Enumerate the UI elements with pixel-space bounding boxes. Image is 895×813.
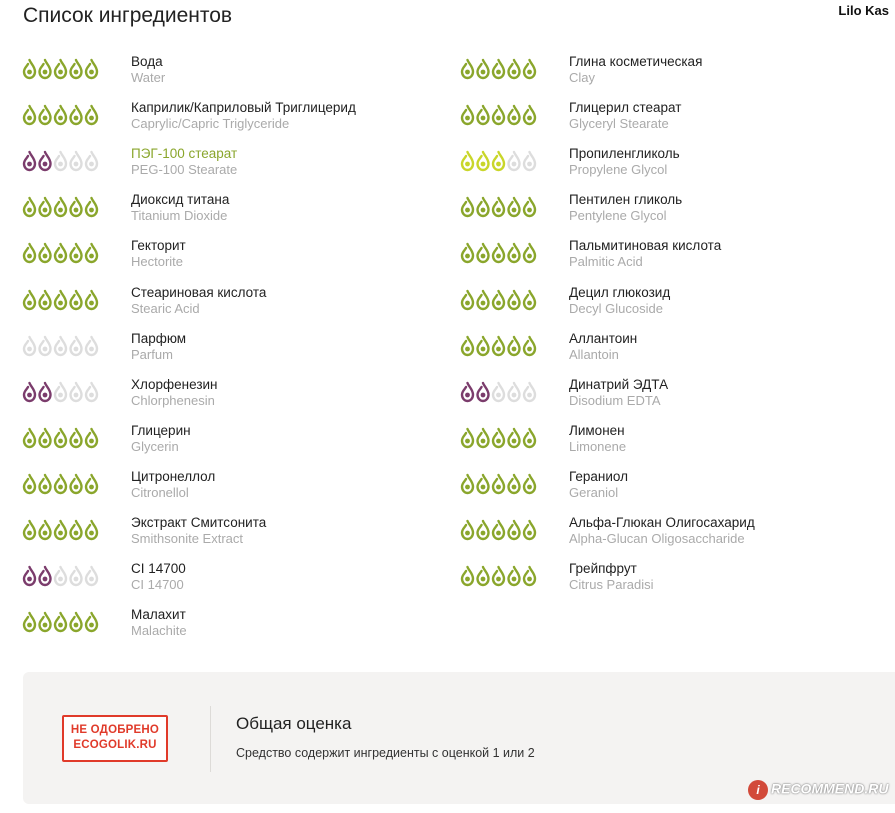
ingredient-name[interactable]: Малахит <box>131 607 186 622</box>
drop-filled-icon <box>24 198 35 216</box>
drop-filled-icon <box>493 475 504 493</box>
drop-filled-icon <box>55 521 66 539</box>
drop-filled-icon <box>40 60 51 78</box>
drop-filled-icon <box>509 337 520 355</box>
ingredient-name[interactable]: Децил глюкозид <box>569 285 671 300</box>
drop-filled-icon <box>55 198 66 216</box>
drop-filled-icon <box>462 337 473 355</box>
ingredient-name[interactable]: Экстракт Смитсонита <box>131 515 267 530</box>
rating-drops <box>460 150 540 172</box>
ingredient-latin-name: Glycerin <box>131 439 179 454</box>
drop-filled-icon <box>524 291 535 309</box>
rating-drops <box>22 427 102 449</box>
drop-filled-icon <box>24 567 35 585</box>
ingredient-latin-name: Titanium Dioxide <box>131 208 228 223</box>
drop-filled-icon <box>462 244 473 262</box>
ingredient-latin-name: Limonene <box>569 439 627 454</box>
ingredient-name[interactable]: Глина косметическая <box>569 54 703 69</box>
drop-filled-icon <box>524 429 535 447</box>
ingredient-latin-name: Pentylene Glycol <box>569 208 667 223</box>
drop-filled-icon <box>40 152 51 170</box>
stamp-line-1: НЕ ОДОБРЕНО <box>70 724 160 736</box>
drop-filled-icon <box>478 429 489 447</box>
drop-filled-icon <box>71 291 82 309</box>
ingredient-name[interactable]: Глицерил стеарат <box>569 100 682 115</box>
drop-filled-icon <box>509 521 520 539</box>
ingredient-name[interactable]: Парфюм <box>131 331 187 346</box>
drop-empty-icon <box>86 383 97 401</box>
ingredient-name[interactable]: Грейпфрут <box>569 561 637 576</box>
ingredient-name[interactable]: Диоксид титана <box>131 192 230 207</box>
drop-filled-icon <box>71 613 82 631</box>
drop-filled-icon <box>55 60 66 78</box>
summary-title: Общая оценка <box>236 714 352 733</box>
rating-drops <box>22 611 102 633</box>
drop-filled-icon <box>462 152 473 170</box>
drop-filled-icon <box>55 291 66 309</box>
drop-filled-icon <box>524 106 535 124</box>
ingredient-latin-name: Chlorphenesin <box>131 393 215 408</box>
drop-filled-icon <box>40 475 51 493</box>
drop-empty-icon <box>71 152 82 170</box>
drop-empty-icon <box>24 337 35 355</box>
ingredient-name[interactable]: Пентилен гликоль <box>569 192 683 207</box>
ingredient-latin-name: Citrus Paradisi <box>569 577 654 592</box>
drop-filled-icon <box>478 244 489 262</box>
drop-filled-icon <box>524 198 535 216</box>
drop-filled-icon <box>478 567 489 585</box>
drop-filled-icon <box>493 567 504 585</box>
drop-filled-icon <box>86 291 97 309</box>
drop-filled-icon <box>524 567 535 585</box>
drop-empty-icon <box>493 383 504 401</box>
drop-filled-icon <box>40 429 51 447</box>
ingredient-name[interactable]: Пропиленгликоль <box>569 146 680 161</box>
ingredient-latin-name: Alpha-Glucan Oligosaccharide <box>569 531 745 546</box>
drop-filled-icon <box>462 521 473 539</box>
drop-filled-icon <box>493 60 504 78</box>
drop-empty-icon <box>86 567 97 585</box>
drop-filled-icon <box>40 521 51 539</box>
rating-drops <box>22 381 102 403</box>
drop-filled-icon <box>71 60 82 78</box>
drop-filled-icon <box>478 475 489 493</box>
drop-filled-icon <box>40 106 51 124</box>
ingredient-name[interactable]: Вода <box>131 54 163 69</box>
watermark <box>748 780 888 800</box>
ingredient-latin-name: Clay <box>569 70 596 85</box>
ingredient-name[interactable]: Глицерин <box>131 423 191 438</box>
drop-filled-icon <box>40 291 51 309</box>
ingredient-latin-name: Citronellol <box>131 485 189 500</box>
drop-empty-icon <box>86 337 97 355</box>
page-title: Список ингредиентов <box>23 4 233 27</box>
ingredient-name[interactable]: Пальмитиновая кислота <box>569 238 722 253</box>
ingredient-latin-name: Water <box>131 70 166 85</box>
rating-drops <box>22 519 102 541</box>
ingredient-name[interactable]: Аллантоин <box>569 331 638 346</box>
ingredient-latin-name: Geraniol <box>569 485 619 500</box>
ingredient-name[interactable]: ПЭГ-100 стеарат <box>131 146 238 161</box>
rating-drops <box>22 473 102 495</box>
user-name[interactable]: Lilo Kas <box>838 3 889 18</box>
drop-filled-icon <box>24 291 35 309</box>
drop-filled-icon <box>86 106 97 124</box>
summary-text: Средство содержит ингредиенты с оценкой 1 или 2 <box>236 746 535 760</box>
rating-drops <box>460 519 540 541</box>
drop-empty-icon <box>509 152 520 170</box>
drop-filled-icon <box>493 429 504 447</box>
ingredient-latin-name: Stearic Acid <box>131 301 200 316</box>
ingredient-latin-name: Propylene Glycol <box>569 162 668 177</box>
ingredient-name[interactable]: CI 14700 <box>131 561 186 576</box>
drop-filled-icon <box>478 521 489 539</box>
rating-drops <box>460 565 540 587</box>
drop-filled-icon <box>40 244 51 262</box>
drop-filled-icon <box>55 429 66 447</box>
ingredient-name[interactable]: Каприлик/Каприловый Триглицерид <box>131 100 356 115</box>
drop-filled-icon <box>24 60 35 78</box>
drop-filled-icon <box>24 475 35 493</box>
not-approved-stamp <box>62 715 168 762</box>
ingredient-name[interactable]: Хлорфенезин <box>131 377 218 392</box>
drop-filled-icon <box>40 567 51 585</box>
ingredient-latin-name: Decyl Glucoside <box>569 301 663 316</box>
drop-filled-icon <box>462 429 473 447</box>
drop-filled-icon <box>509 106 520 124</box>
rating-drops <box>22 565 102 587</box>
drop-empty-icon <box>509 383 520 401</box>
rating-drops <box>22 242 102 264</box>
drop-filled-icon <box>55 106 66 124</box>
drop-filled-icon <box>86 198 97 216</box>
drop-filled-icon <box>462 198 473 216</box>
drop-filled-icon <box>478 383 489 401</box>
drop-filled-icon <box>478 291 489 309</box>
drop-filled-icon <box>493 106 504 124</box>
drop-filled-icon <box>71 521 82 539</box>
drop-filled-icon <box>493 244 504 262</box>
drop-empty-icon <box>524 383 535 401</box>
rating-drops <box>22 196 102 218</box>
rating-drops <box>460 289 540 311</box>
drop-filled-icon <box>509 429 520 447</box>
ingredient-name[interactable]: Лимонен <box>569 423 625 438</box>
drop-filled-icon <box>493 152 504 170</box>
rating-drops <box>460 58 540 80</box>
drop-filled-icon <box>478 106 489 124</box>
drop-filled-icon <box>478 198 489 216</box>
drop-filled-icon <box>478 152 489 170</box>
ingredient-name[interactable]: Стеариновая кислота <box>131 285 267 300</box>
ingredient-name[interactable]: Альфа-Глюкан Олигосахарид <box>569 515 755 530</box>
drop-filled-icon <box>478 337 489 355</box>
rating-drops <box>460 427 540 449</box>
drop-filled-icon <box>55 613 66 631</box>
drop-filled-icon <box>509 244 520 262</box>
drop-filled-icon <box>24 429 35 447</box>
stamp-line-2: ECOGOLIK.RU <box>73 739 157 751</box>
drop-filled-icon <box>86 244 97 262</box>
drop-filled-icon <box>24 152 35 170</box>
drop-empty-icon <box>55 152 66 170</box>
ingredient-name[interactable]: Динатрий ЭДТА <box>569 377 669 392</box>
drop-filled-icon <box>71 198 82 216</box>
drop-empty-icon <box>55 337 66 355</box>
drop-filled-icon <box>86 475 97 493</box>
ingredient-latin-name: Glyceryl Stearate <box>569 116 669 131</box>
drop-filled-icon <box>86 521 97 539</box>
drop-filled-icon <box>40 198 51 216</box>
drop-filled-icon <box>493 198 504 216</box>
ingredient-latin-name: Palmitic Acid <box>569 254 643 269</box>
drop-filled-icon <box>462 291 473 309</box>
drop-filled-icon <box>462 60 473 78</box>
drop-empty-icon <box>55 383 66 401</box>
ingredient-latin-name: Smithsonite Extract <box>131 531 243 546</box>
rating-drops <box>460 381 540 403</box>
drop-filled-icon <box>462 383 473 401</box>
drop-filled-icon <box>24 106 35 124</box>
drop-empty-icon <box>40 337 51 355</box>
drop-filled-icon <box>24 521 35 539</box>
drop-empty-icon <box>71 383 82 401</box>
ingredient-latin-name: Hectorite <box>131 254 184 269</box>
drop-filled-icon <box>86 613 97 631</box>
drop-filled-icon <box>24 613 35 631</box>
rating-drops <box>460 104 540 126</box>
rating-drops <box>460 242 540 264</box>
ingredient-latin-name: Malachite <box>131 623 187 638</box>
ingredient-name[interactable]: Цитронеллол <box>131 469 216 484</box>
drop-filled-icon <box>524 60 535 78</box>
ingredient-list <box>0 52 895 652</box>
drop-filled-icon <box>524 475 535 493</box>
ingredient-name[interactable]: Гераниол <box>569 469 629 484</box>
drop-empty-icon <box>524 152 535 170</box>
drop-filled-icon <box>86 60 97 78</box>
drop-filled-icon <box>55 475 66 493</box>
drop-filled-icon <box>71 475 82 493</box>
ingredient-latin-name: PEG-100 Stearate <box>131 162 238 177</box>
drop-empty-icon <box>71 567 82 585</box>
rating-drops <box>460 196 540 218</box>
drop-filled-icon <box>71 429 82 447</box>
rating-drops <box>22 58 102 80</box>
drop-filled-icon <box>524 521 535 539</box>
drop-filled-icon <box>524 337 535 355</box>
drop-filled-icon <box>509 475 520 493</box>
rating-drops <box>22 104 102 126</box>
rating-drops <box>460 335 540 357</box>
ingredient-latin-name: Caprylic/Capric Triglyceride <box>131 116 290 131</box>
drop-filled-icon <box>509 567 520 585</box>
drop-empty-icon <box>55 567 66 585</box>
drop-filled-icon <box>509 291 520 309</box>
drop-filled-icon <box>71 106 82 124</box>
ingredient-latin-name: Allantoin <box>569 347 619 362</box>
drop-filled-icon <box>493 337 504 355</box>
rating-drops <box>460 473 540 495</box>
drop-filled-icon <box>462 567 473 585</box>
drop-filled-icon <box>509 198 520 216</box>
divider <box>210 706 211 772</box>
drop-filled-icon <box>509 60 520 78</box>
drop-filled-icon <box>462 106 473 124</box>
drop-filled-icon <box>524 244 535 262</box>
watermark-text: RECOMMEND.RU <box>771 780 889 797</box>
drop-filled-icon <box>462 475 473 493</box>
ingredient-latin-name: CI 14700 <box>131 577 184 592</box>
drop-filled-icon <box>86 429 97 447</box>
rating-drops <box>22 289 102 311</box>
ingredient-latin-name: Disodium EDTA <box>569 393 661 408</box>
ingredient-latin-name: Parfum <box>131 347 173 362</box>
drop-filled-icon <box>24 244 35 262</box>
drop-filled-icon <box>24 383 35 401</box>
drop-empty-icon <box>86 152 97 170</box>
watermark-badge-icon: i <box>748 780 768 800</box>
drop-filled-icon <box>71 244 82 262</box>
drop-filled-icon <box>40 613 51 631</box>
drop-filled-icon <box>493 291 504 309</box>
rating-drops <box>22 150 102 172</box>
ingredient-name[interactable]: Гекторит <box>131 238 186 253</box>
drop-filled-icon <box>40 383 51 401</box>
rating-drops <box>22 335 102 357</box>
drop-filled-icon <box>55 244 66 262</box>
drop-filled-icon <box>478 60 489 78</box>
drop-filled-icon <box>493 521 504 539</box>
drop-empty-icon <box>71 337 82 355</box>
